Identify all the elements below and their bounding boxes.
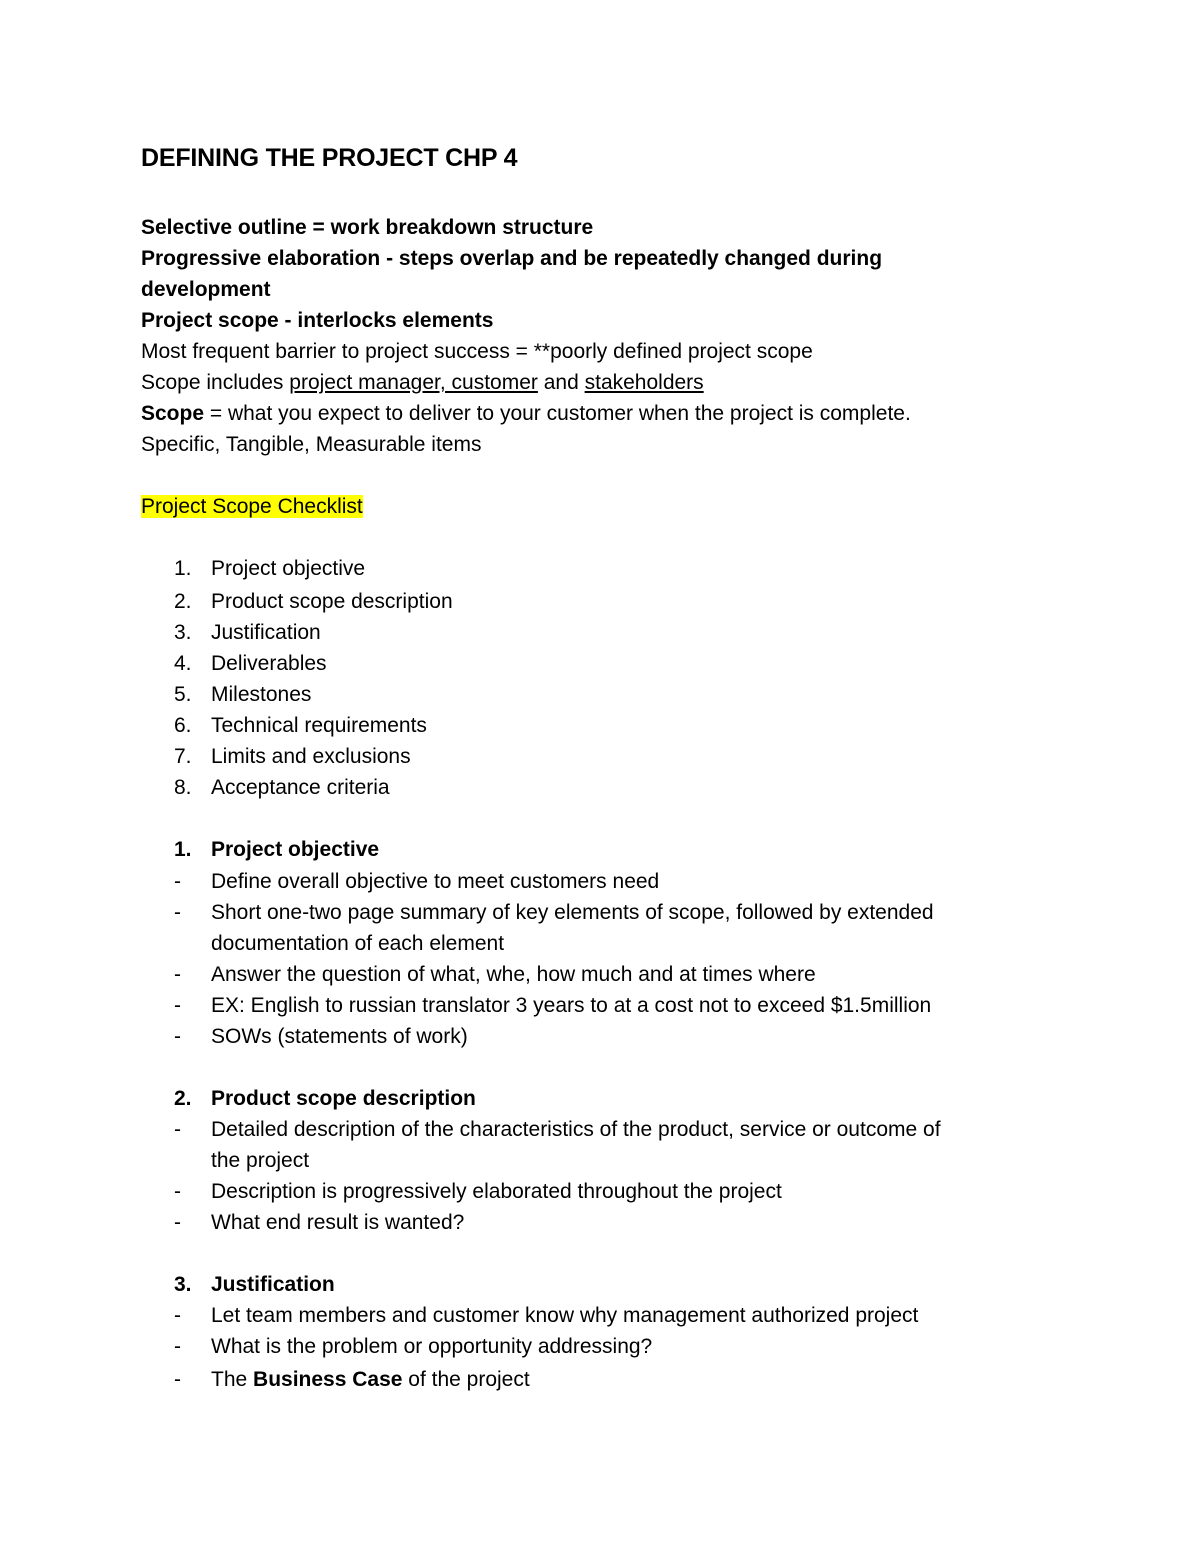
section-heading-justification: Justification (211, 1273, 335, 1296)
checklist-number: 3. (174, 621, 192, 644)
checklist-number: 2. (174, 590, 192, 613)
scope-definition-text: = what you expect to deliver to your customer when the project is complete. (204, 402, 911, 425)
scope-term: Scope (141, 402, 205, 425)
intro-line-scope-definition (141, 398, 1041, 429)
checklist-item: Milestones (211, 683, 312, 706)
scope-includes-and: and (537, 371, 585, 394)
checklist-item: Technical requirements (211, 714, 427, 737)
bullet-item: Short one-two page summary of key elements of scope, followed by extended (211, 901, 934, 924)
bullet-item: SOWs (statements of work) (211, 1025, 468, 1048)
section-number: 2. (174, 1087, 192, 1110)
intro-line-project-scope: Project scope - interlocks elements (141, 309, 494, 332)
business-case-suffix: of the project (402, 1368, 530, 1391)
checklist-number: 5. (174, 683, 192, 706)
intro-line-barrier: Most frequent barrier to project success = **poorly defined project scope (141, 340, 813, 363)
bullet-item: Description is progressively elaborated throughout the project (211, 1180, 782, 1203)
bullet-dash: - (174, 1368, 181, 1391)
bullet-item: What end result is wanted? (211, 1211, 465, 1234)
section-number: 1. (174, 838, 192, 861)
section-heading-product-scope: Product scope description (211, 1087, 476, 1110)
bullet-dash: - (174, 1025, 181, 1048)
checklist-item: Limits and exclusions (211, 745, 411, 768)
bullet-dash: - (174, 1211, 181, 1234)
checklist-number: 6. (174, 714, 192, 737)
intro-line-selective-outline: Selective outline = work breakdown structure (141, 216, 594, 239)
page-title: DEFINING THE PROJECT CHP 4 (141, 144, 518, 172)
checklist-number: 8. (174, 776, 192, 799)
bullet-item: Answer the question of what, whe, how much and at times where (211, 963, 816, 986)
scope-includes-underlined-1: project manager, customer (289, 371, 538, 394)
bullet-item: Define overall objective to meet customers need (211, 870, 660, 893)
checklist-number: 4. (174, 652, 192, 675)
bullet-dash: - (174, 963, 181, 986)
bullet-dash: - (174, 994, 181, 1017)
highlighted-heading: Project Scope Checklist (141, 495, 363, 518)
intro-line-development: development (141, 278, 271, 301)
bullet-dash: - (174, 1180, 181, 1203)
bullet-dash: - (174, 1335, 181, 1358)
bullet-dash: - (174, 901, 181, 924)
scope-includes-underlined-2: stakeholders (584, 371, 704, 394)
checklist-item: Acceptance criteria (211, 776, 390, 799)
checklist-item: Project objective (211, 557, 366, 580)
checklist-number: 7. (174, 745, 192, 768)
section-number: 3. (174, 1273, 192, 1296)
checklist-item: Deliverables (211, 652, 327, 675)
section-heading-project-objective: Project objective (211, 838, 380, 861)
bullet-item: Let team members and customer know why management authorized project (211, 1304, 919, 1327)
bullet-item: EX: English to russian translator 3 years to at a cost not to exceed $1.5million (211, 994, 932, 1017)
bullet-item-business-case (211, 1364, 530, 1395)
bullet-item-continued: the project (211, 1149, 310, 1172)
bullet-dash: - (174, 870, 181, 893)
bullet-item: What is the problem or opportunity addressing? (211, 1335, 653, 1358)
checklist-item: Product scope description (211, 590, 453, 613)
business-case-term: Business Case (253, 1368, 403, 1391)
bullet-dash: - (174, 1118, 181, 1141)
checklist-number: 1. (174, 557, 192, 580)
business-case-prefix: The (211, 1368, 254, 1391)
bullet-dash: - (174, 1304, 181, 1327)
bullet-item: Detailed description of the characteristics of the product, service or outcome of (211, 1118, 941, 1141)
checklist-heading (141, 491, 1041, 522)
intro-line-specific: Specific, Tangible, Measurable items (141, 433, 482, 456)
intro-line-scope-includes (141, 367, 1041, 398)
checklist-item: Justification (211, 621, 321, 644)
intro-line-progressive-elaboration: Progressive elaboration - steps overlap and be repeatedly changed during (141, 247, 883, 270)
bullet-item-continued: documentation of each element (211, 932, 505, 955)
scope-includes-text: Scope includes (141, 371, 290, 394)
